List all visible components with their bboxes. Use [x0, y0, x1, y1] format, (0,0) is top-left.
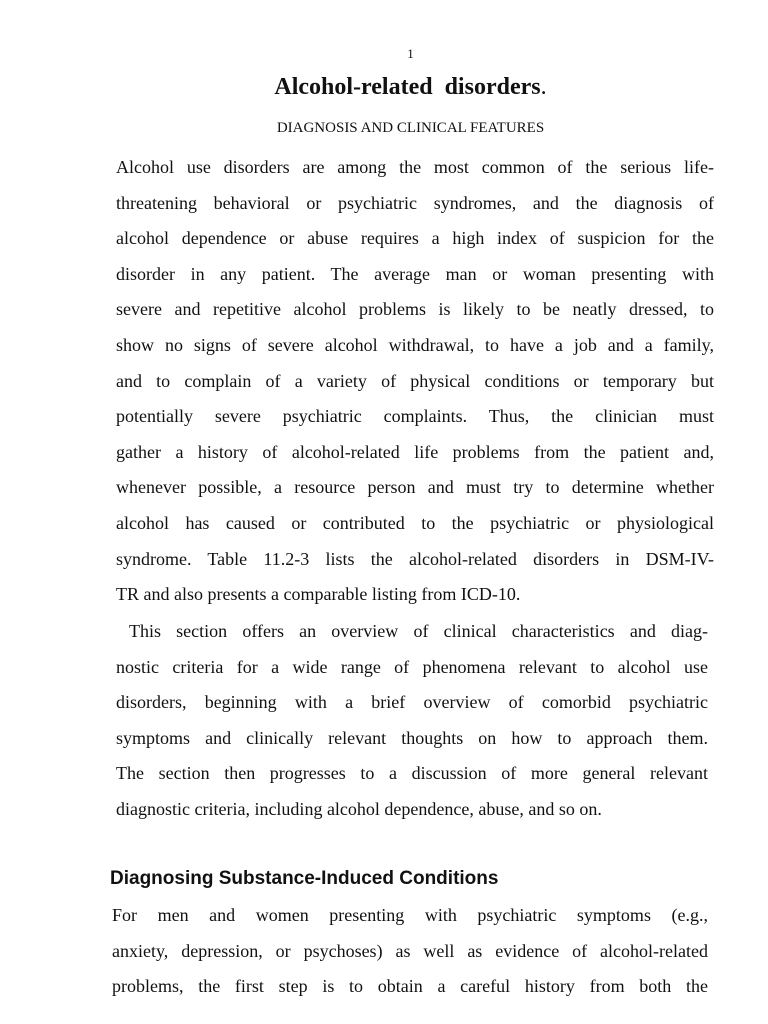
paragraph-diagnosing [112, 898, 708, 1005]
paragraph-line: alcohol dependence or abuse requires a high index of suspicion for the [116, 228, 714, 249]
paragraph-line: syndrome. Table 11.2-3 lists the alcohol-related disorders in DSM-IV- [116, 548, 714, 569]
section-heading: Diagnosing Substance-Induced Conditions [110, 868, 499, 889]
paragraph-line: show no signs of severe alcohol withdrawal, to have a job and a family, [116, 334, 714, 355]
paragraph-line: alcohol has caused or contributed to the psychiatric or physiological [116, 512, 714, 533]
paragraph-line: threatening behavioral or psychiatric syndromes, and the diagnosis of [116, 192, 714, 213]
paragraph-line: problems, the first step is to obtain a careful history from both the [112, 976, 708, 997]
paragraph-line: diagnostic criteria, including alcohol dependence, abuse, and so on. [116, 798, 602, 819]
page-number: 1 [407, 46, 414, 61]
paragraph-line: symptoms and clinically relevant thoughts on how to approach them. [116, 727, 708, 748]
page-title-punct: . [540, 74, 547, 100]
paragraph-line: anxiety, depression, or psychoses) as well as evidence of alcohol-related [112, 940, 708, 961]
paragraph-line: TR and also presents a comparable listing from ICD-10. [116, 584, 521, 605]
paragraph-line: gather a history of alcohol-related life problems from the patient and, [116, 441, 714, 462]
paragraph-line: For men and women presenting with psychiatric symptoms (e.g., [112, 905, 708, 925]
page-subtitle: DIAGNOSIS AND CLINICAL FEATURES [276, 120, 545, 136]
paragraph-line: disorders, beginning with a brief overview of comorbid psychiatric [116, 692, 708, 713]
page-title [0, 74, 768, 101]
paragraph-line: and to complain of a variety of physical conditions or temporary but [116, 370, 714, 391]
paragraph-line: disorder in any patient. The average man or woman presenting with [116, 263, 714, 284]
paragraph-line: severe and repetitive alcohol problems is likely to be neatly dressed, to [116, 299, 714, 320]
paragraph-overview [116, 614, 708, 828]
paragraph-line: The section then progresses to a discussion of more general relevant [116, 763, 708, 784]
paragraph-line: nostic criteria for a wide range of phenomena relevant to alcohol use [116, 656, 708, 677]
page-title-text: Alcohol-related disorders [274, 74, 541, 100]
paragraph-line: whenever possible, a resource person and must try to determine whether [116, 477, 714, 498]
paragraph-line: potentially severe psychiatric complaints. Thus, the clinician must [116, 406, 714, 427]
paragraph-line: This section offers an overview of clinical characteristics and diag- [129, 621, 708, 641]
paragraph-line: Alcohol use disorders are among the most common of the serious life- [116, 157, 714, 177]
paragraph-intro [116, 150, 714, 613]
